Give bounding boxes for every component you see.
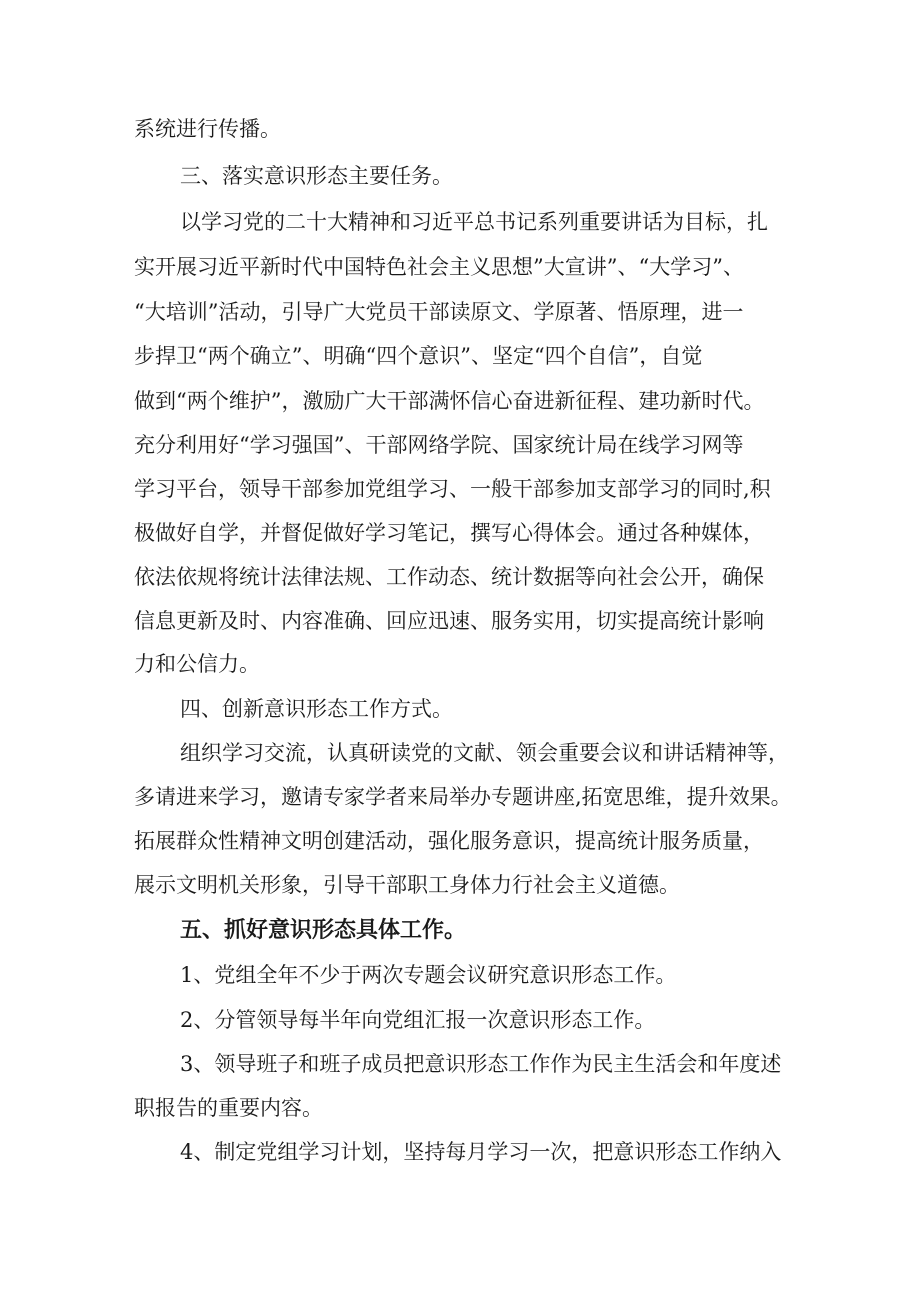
- text-line: 步捍卫“两个确立”、明确“四个意识”、坚定“四个自信”，自觉: [134, 344, 703, 368]
- text-line: 以学习党的二十大精神和习近平总书记系列重要讲话为目标，扎: [180, 210, 768, 234]
- section-heading-bold: 五、抓好意识形态具体工作。: [180, 918, 467, 943]
- text-line: 依法依规将统计法律法规、工作动态、统计数据等向社会公开，确保: [134, 565, 764, 589]
- list-item: 2、分管领导每半年向党组汇报一次意识形态工作。: [180, 1008, 656, 1032]
- text-line: 组织学习交流，认真研读党的文献、领会重要会议和讲话精神等，: [180, 741, 789, 765]
- list-item: 1、党组全年不少于两次专题会议研究意识形态工作。: [180, 963, 677, 987]
- text-line: 信息更新及时、内容准确、回应迅速、服务实用，切实提高统计影响: [134, 609, 764, 633]
- list-item: 4、制定党组学习计划，坚持每月学习一次，把意识形态工作纳入: [180, 1140, 782, 1164]
- text-line: 充分利用好“学习强国”、干部网络学院、国家统计局在线学习网等: [134, 433, 744, 457]
- text-line: 拓展群众性精神文明创建活动，强化服务意识，提高统计服务质量，: [134, 829, 764, 853]
- text-line: 学习平台，领导干部参加党组学习、一般干部参加支部学习的同时,积: [134, 477, 771, 501]
- text-line: 极做好自学，并督促做好学习笔记，撰写心得体会。通过各种媒体，: [134, 521, 764, 545]
- section-heading: 三、落实意识形态主要任务。: [180, 164, 453, 188]
- text-line: 实开展习近平新时代中国特色社会主义思想”大宣讲”、“大学习”、: [134, 255, 744, 279]
- list-item: 3、领导班子和班子成员把意识形态工作作为民主生活会和年度述: [180, 1052, 782, 1076]
- text-line: 系统进行传播。: [134, 117, 281, 141]
- text-line: 展示文明机关形象，引导干部职工身体力行社会主义道德。: [134, 873, 680, 897]
- text-line: 职报告的重要内容。: [134, 1096, 323, 1120]
- section-heading: 四、创新意识形态工作方式。: [180, 697, 453, 721]
- text-line: 做到“两个维护”，激励广大干部满怀信心奋进新征程、建功新时代。: [134, 389, 765, 413]
- text-line: “大培训”活动，引导广大党员干部读原文、学原著、悟原理，进一: [134, 300, 744, 324]
- text-line: 多请进来学习，邀请专家学者来局举办专题讲座,拓宽思维，提升效果。: [134, 785, 792, 809]
- text-line: 力和公信力。: [134, 652, 260, 676]
